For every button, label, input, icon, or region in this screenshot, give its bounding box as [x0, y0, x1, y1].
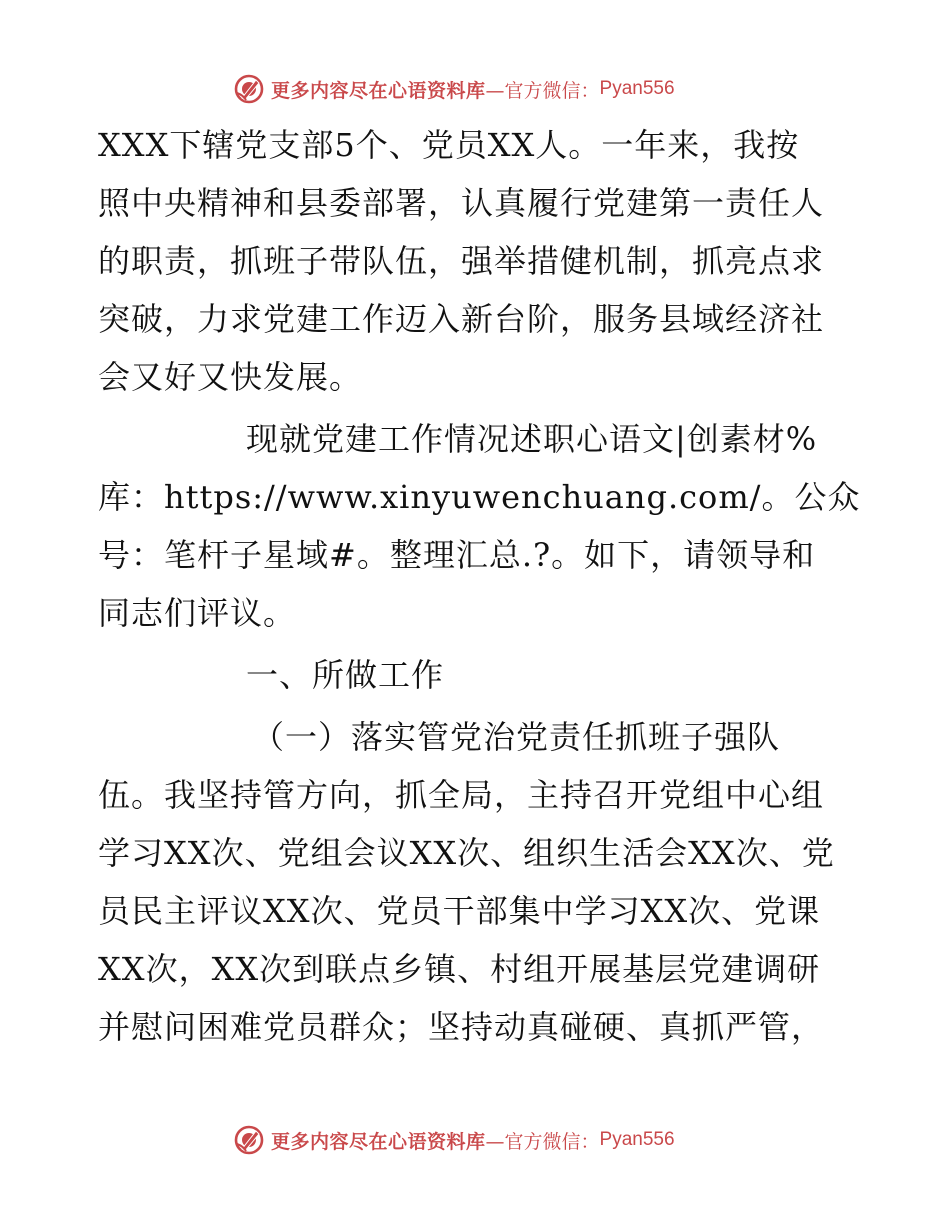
- banner-official-label: —官方微信：: [485, 79, 600, 102]
- banner-official-label: —官方微信：: [485, 1130, 600, 1153]
- text-line: 并慰问困难党员群众；坚持动真碰硬、真抓严管，: [98, 1008, 825, 1046]
- text-line: 库：https://www.xinyuwenchuang.com/。公众: [98, 478, 861, 516]
- banner-wechat-id: Pyan556: [599, 1129, 675, 1150]
- text-line: 号：笔杆子星域#。整理汇总.?。如下，请领导和: [98, 536, 816, 574]
- paragraph-report-intro: [98, 410, 861, 642]
- text-line: XX次，XX次到联点乡镇、村组开展基层党建调研: [98, 950, 821, 988]
- footer-banner: [233, 1124, 675, 1156]
- banner-brand-text: 更多内容尽在心语资料库: [271, 1130, 486, 1153]
- text-line: 的职责，抓班子带队伍，强举措健机制，抓亮点求: [98, 242, 825, 280]
- section-heading: 一、所做工作: [246, 656, 445, 694]
- text-line: 学习XX次、党组会议XX次、组织生活会XX次、党: [98, 834, 835, 872]
- text-line: 现就党建工作情况述职心语文|创素材%: [246, 420, 818, 458]
- text-line: 照中央精神和县委部署，认真履行党建第一责任人: [98, 184, 825, 222]
- text-line: 员民主评议XX次、党员干部集中学习XX次、党课: [98, 892, 821, 930]
- paragraph-intro: [98, 116, 858, 406]
- quill-seal-icon: [233, 1124, 265, 1156]
- banner-wechat-id: Pyan556: [599, 78, 675, 99]
- header-banner: [233, 73, 675, 105]
- quill-seal-icon: [233, 73, 265, 105]
- text-line: （一）落实管党治党责任抓班子强队: [252, 718, 781, 756]
- text-line: 突破，力求党建工作迈入新台阶，服务县域经济社: [98, 300, 825, 338]
- paragraph-section-1: [98, 708, 858, 1056]
- text-line: 同志们评议。: [98, 594, 297, 632]
- document-body: [98, 116, 861, 1056]
- text-line: 会又好又快发展。: [98, 358, 363, 396]
- text-line: XXX下辖党支部5个、党员XX人。一年来，我按: [98, 126, 800, 164]
- banner-brand-text: 更多内容尽在心语资料库: [271, 79, 486, 102]
- text-line: 伍。我坚持管方向，抓全局，主持召开党组中心组: [98, 776, 825, 814]
